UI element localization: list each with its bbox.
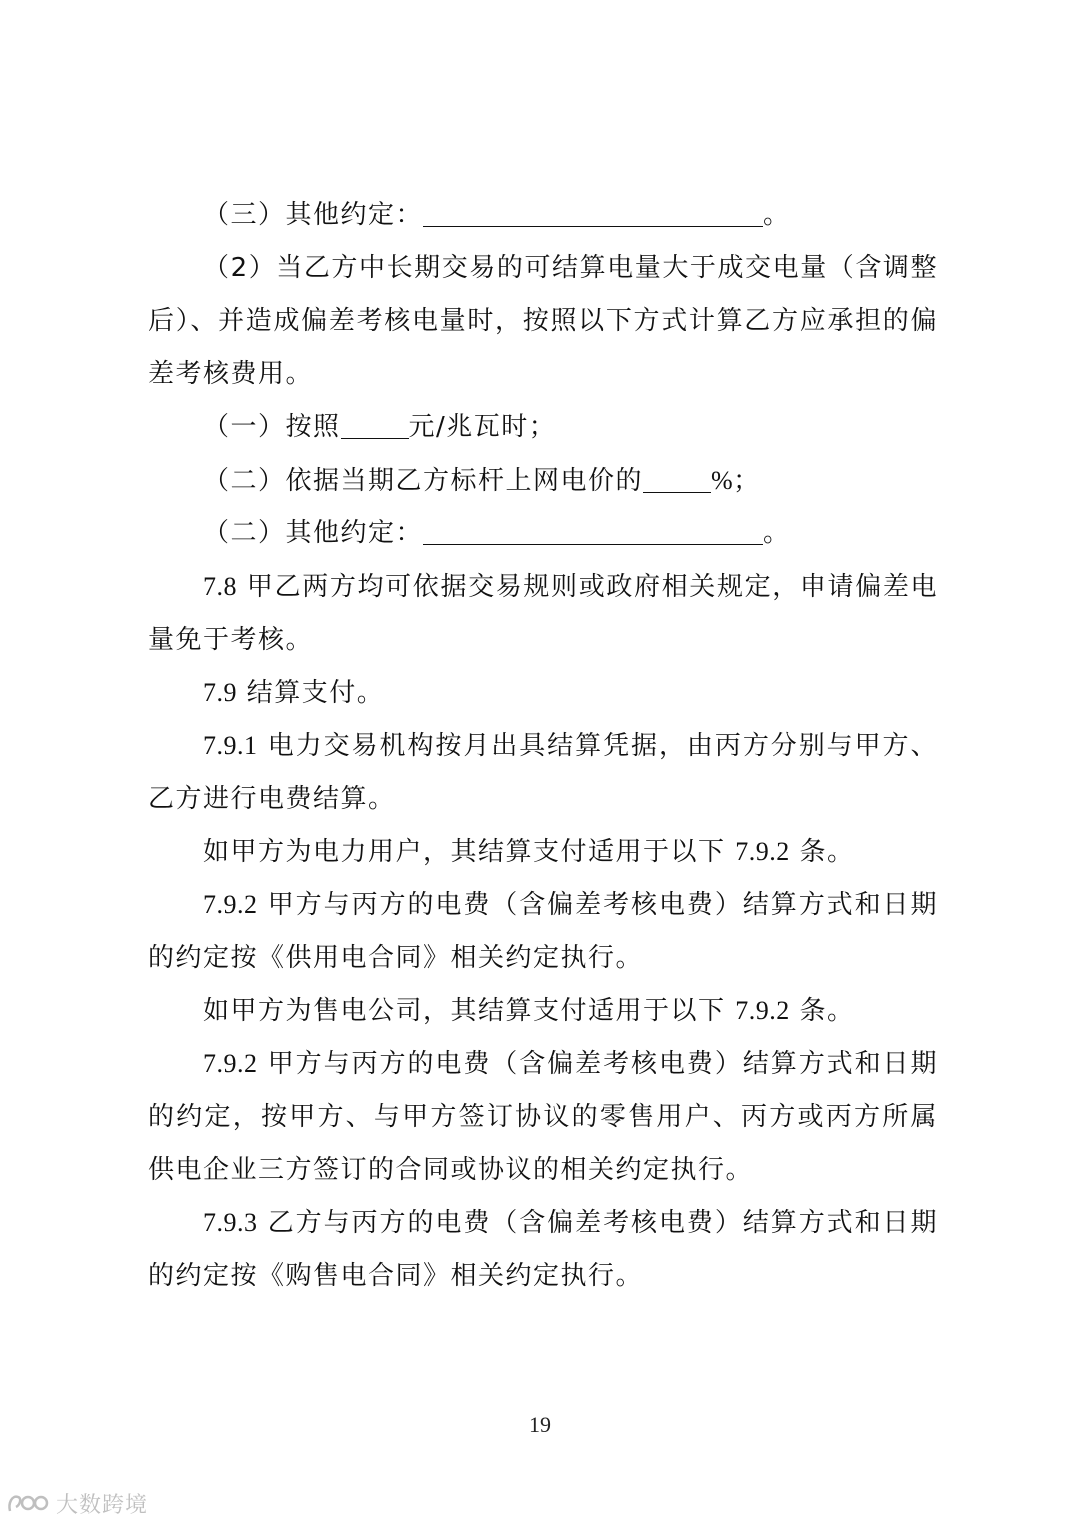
paragraph-7-8 xyxy=(148,560,938,667)
clause-text: 如甲方为电力用户，其结算支付适用于以下 xyxy=(203,837,736,867)
paragraph-7-9-2-a xyxy=(148,878,938,985)
logo-icon xyxy=(6,1491,52,1517)
page-number: 19 xyxy=(529,1412,551,1437)
paragraph-7-9-3 xyxy=(148,1196,938,1303)
paragraph-7-9-2-b xyxy=(148,1037,938,1197)
clause-end: 条。 xyxy=(789,837,855,867)
paragraph-power-user xyxy=(148,825,938,879)
clause-end: %； xyxy=(711,466,760,495)
paragraph-7-9-1 xyxy=(148,719,938,826)
clause-end: 。 xyxy=(763,518,791,548)
watermark-text: 大数跨境 xyxy=(56,1493,149,1518)
paragraph-retail-company xyxy=(148,984,938,1038)
clause-text: 乙方与丙方的电费（含偏差考核电费）结算方式和日期的约定按《购售电合同》相关约定执行。 xyxy=(148,1208,938,1291)
clause-label: （三）其他约定： xyxy=(203,200,424,230)
clause-number: 7.9.2 xyxy=(203,890,258,919)
clause-text: 甲方与丙方的电费（含偏差考核电费）结算方式和日期的约定，按甲方、与甲方签订协议的零售用户、丙方或丙方所属供电企业三方签订的合同或协议的相关约定执行。 xyxy=(148,1049,938,1185)
clause-label: （二）依据当期乙方标杆上网电价的 xyxy=(203,466,644,496)
fill-blank xyxy=(423,200,763,227)
clause-number: 7.9.2 xyxy=(735,837,790,866)
clause-end: 。 xyxy=(763,200,791,230)
clause-text: 甲乙两方均可依据交易规则或政府相关规定，申请偏差电量免于考核。 xyxy=(148,572,938,655)
clause-price-per-mwh xyxy=(148,401,938,454)
paragraph-deviation-2: （2）当乙方中长期交易的可结算电量大于成交电量（含调整后）、并造成偏差考核电量时，按照以下方式计算乙方应承担的偏差考核费用。 xyxy=(148,253,938,389)
clause-number: 7.9.2 xyxy=(735,996,790,1025)
clause-text: 甲方与丙方的电费（含偏差考核电费）结算方式和日期的约定按《供用电合同》相关约定执行。 xyxy=(148,890,938,973)
fill-blank xyxy=(423,518,763,545)
fill-blank xyxy=(643,466,711,493)
clause-number: 7.9.3 xyxy=(203,1208,258,1237)
clause-number: 7.9.2 xyxy=(203,1049,258,1078)
clause-other-agreement-2 xyxy=(148,507,938,560)
fill-blank xyxy=(341,412,409,439)
clause-text: 如甲方为售电公司，其结算支付适用于以下 xyxy=(203,996,736,1026)
watermark xyxy=(6,1488,148,1519)
clause-other-agreement-3 xyxy=(148,189,938,242)
clause-text: 电力交易机构按月出具结算凭据，由丙方分别与甲方、乙方进行电费结算。 xyxy=(148,731,938,814)
clause-text: 结算支付。 xyxy=(237,678,385,708)
clause-number: 7.8 xyxy=(203,572,237,601)
clause-label: （二）其他约定： xyxy=(203,518,424,548)
clause-label: （一）按照 xyxy=(203,412,341,442)
clause-number: 7.9.1 xyxy=(203,731,258,760)
clause-number: 7.9 xyxy=(203,678,237,707)
paragraph-7-9 xyxy=(148,666,938,720)
clause-benchmark-percentage xyxy=(148,454,938,508)
clause-end: 元/兆瓦时； xyxy=(408,412,557,442)
clause-end: 条。 xyxy=(789,996,855,1026)
